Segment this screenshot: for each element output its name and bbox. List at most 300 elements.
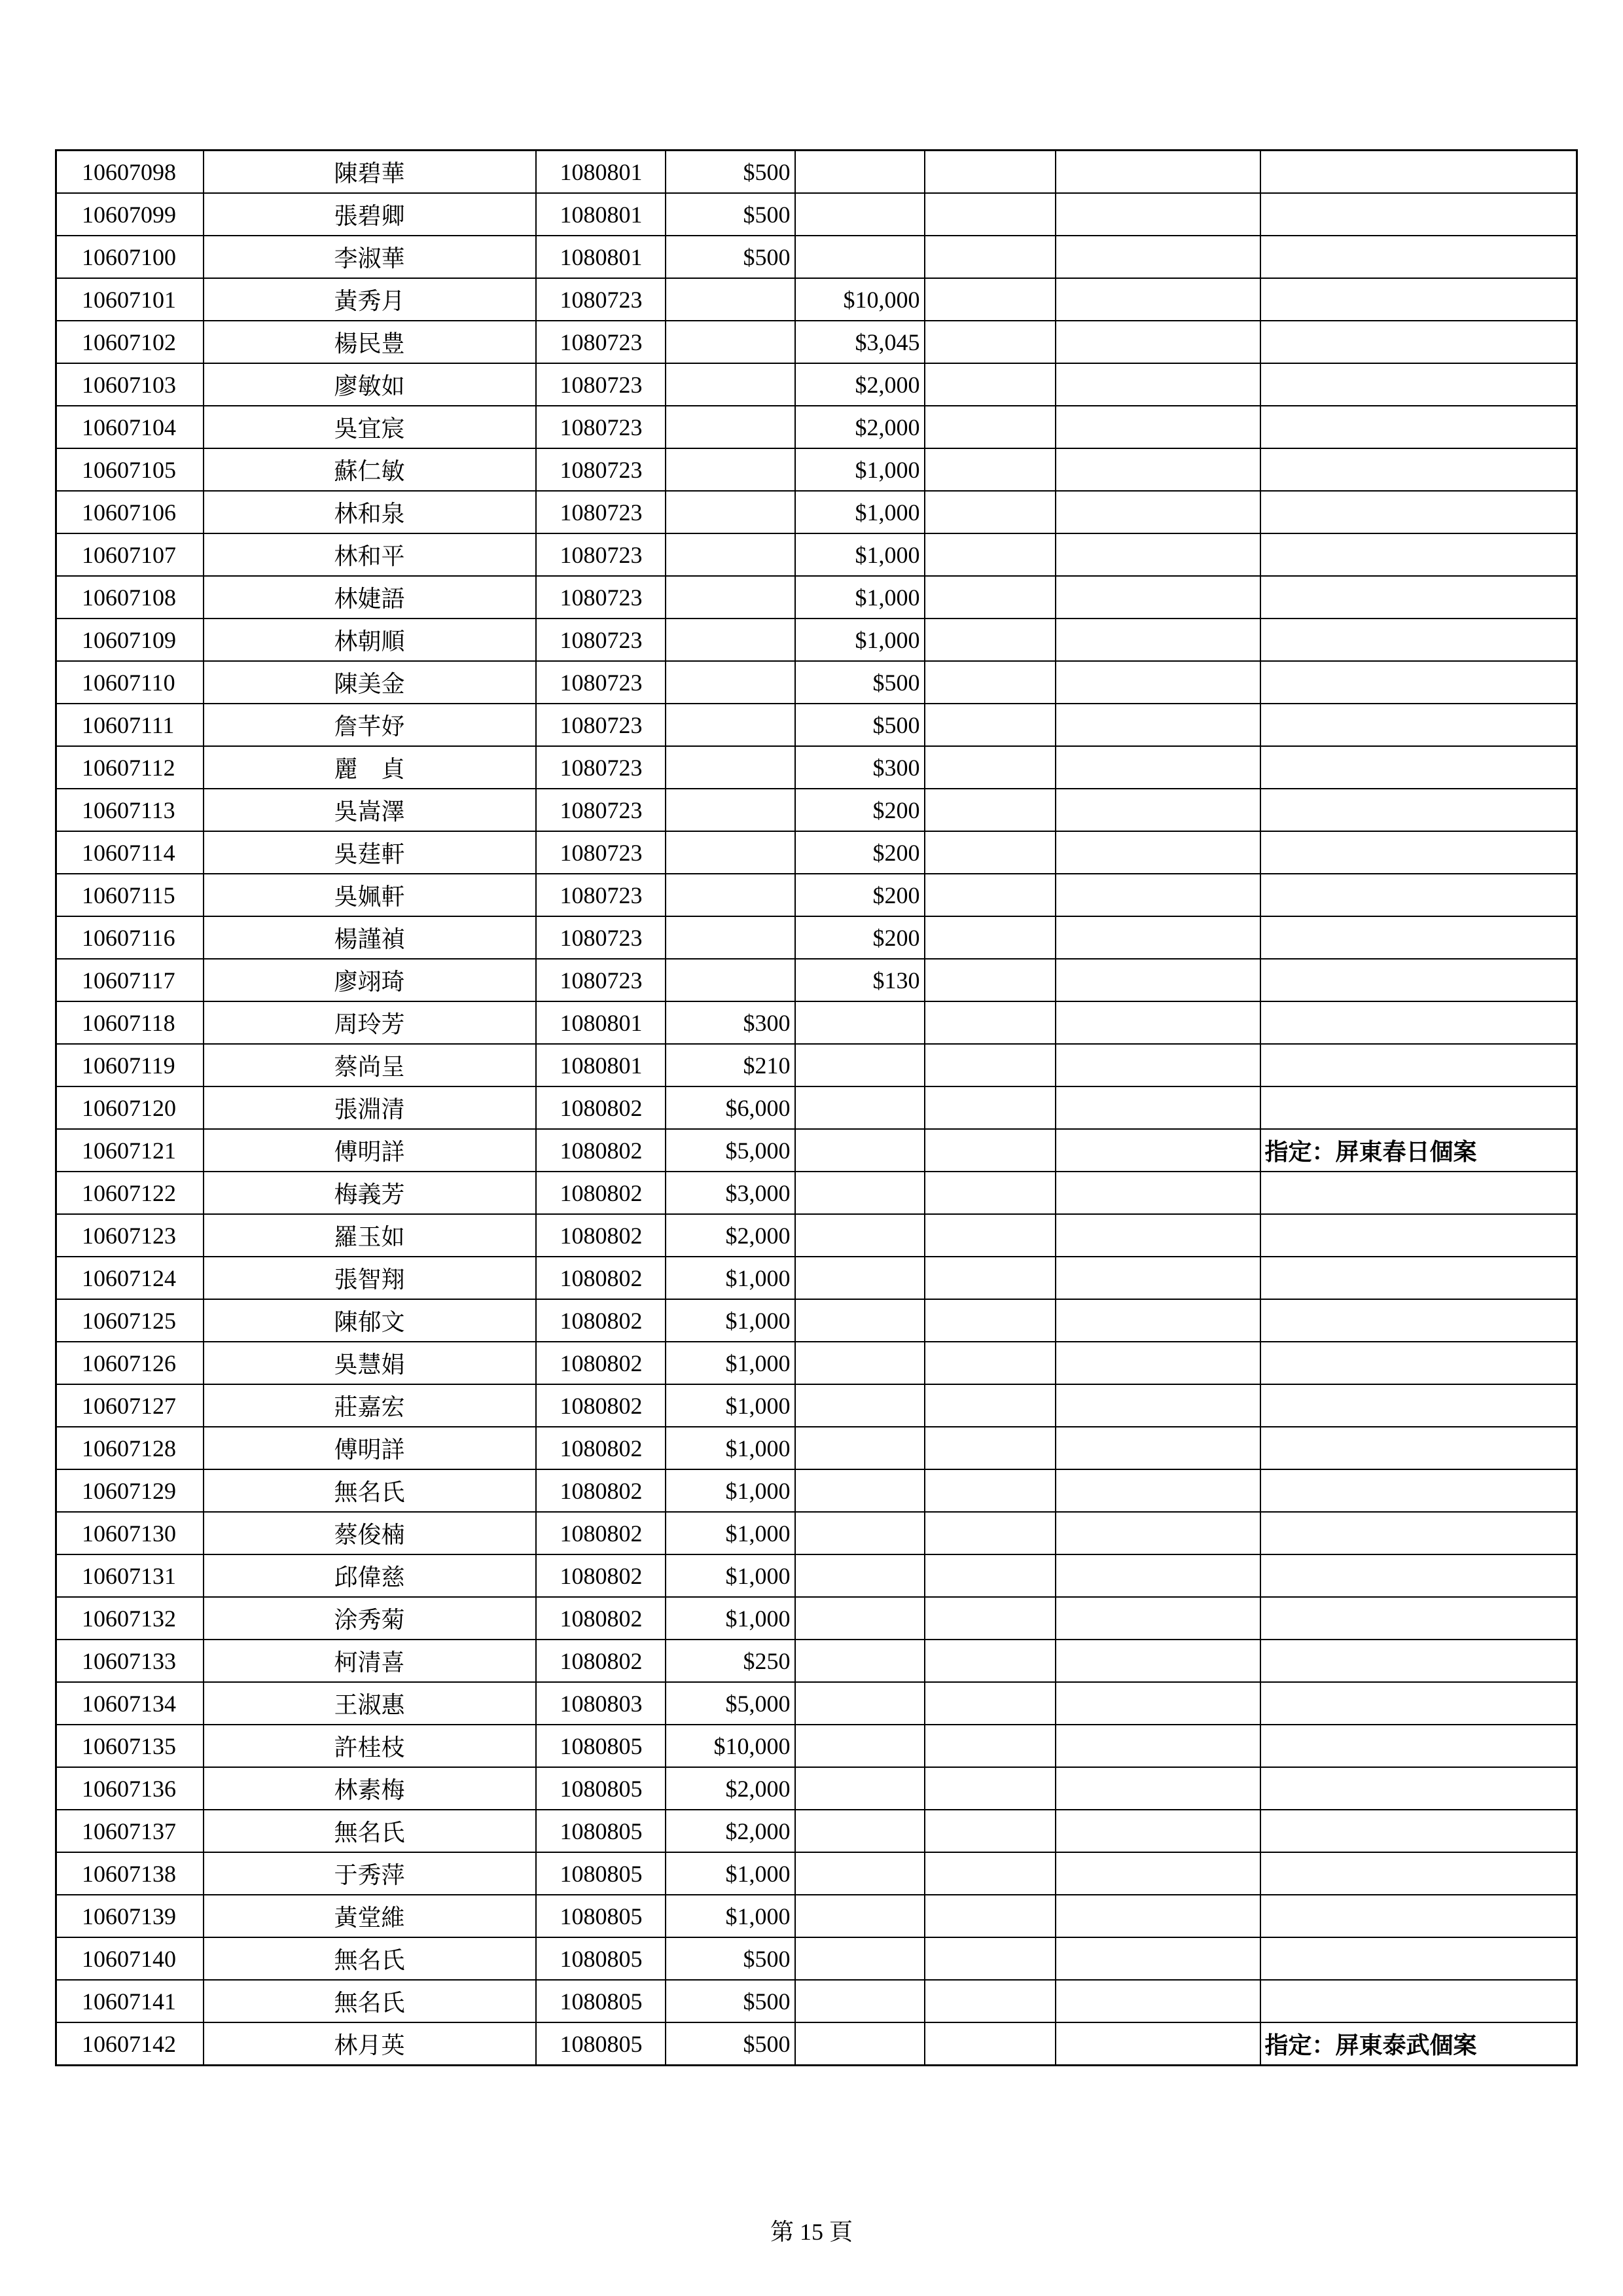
blank-cell [925, 1980, 1056, 2022]
donor-name-cell: 楊謹禎 [204, 916, 536, 959]
blank-cell [925, 619, 1056, 661]
amount-alt-cell [795, 2022, 925, 2066]
amount-cell: $1,000 [666, 1597, 795, 1640]
donor-name-cell: 陳碧華 [204, 151, 536, 194]
table-row [56, 746, 1577, 789]
blank-cell [1056, 1257, 1260, 1299]
blank-cell [925, 1554, 1056, 1597]
receipt-number-cell: 10607108 [56, 576, 204, 619]
blank-cell [925, 831, 1056, 874]
amount-cell [666, 278, 795, 321]
receipt-number-cell: 10607122 [56, 1172, 204, 1214]
receipt-number-cell: 10607138 [56, 1852, 204, 1895]
blank-cell [1056, 1172, 1260, 1214]
amount-alt-cell [795, 1299, 925, 1342]
amount-alt-cell: $1,000 [795, 619, 925, 661]
table-row [56, 1172, 1577, 1214]
blank-cell [1056, 1299, 1260, 1342]
amount-alt-cell [795, 1937, 925, 1980]
amount-alt-cell: $1,000 [795, 491, 925, 533]
amount-alt-cell [795, 1342, 925, 1384]
blank-cell [925, 448, 1056, 491]
amount-alt-cell: $200 [795, 916, 925, 959]
blank-cell [925, 533, 1056, 576]
blank-cell [925, 193, 1056, 236]
table-row [56, 533, 1577, 576]
amount-cell [666, 874, 795, 916]
blank-cell [1056, 278, 1260, 321]
amount-cell: $3,000 [666, 1172, 795, 1214]
blank-cell [1056, 236, 1260, 278]
date-cell: 1080805 [536, 1810, 666, 1852]
table-row [56, 619, 1577, 661]
donor-name-cell: 麗 貞 [204, 746, 536, 789]
blank-cell [925, 1810, 1056, 1852]
date-cell: 1080802 [536, 1342, 666, 1384]
table-row [56, 661, 1577, 704]
receipt-number-cell: 10607116 [56, 916, 204, 959]
date-cell: 1080802 [536, 1086, 666, 1129]
blank-cell [1056, 1852, 1260, 1895]
date-cell: 1080802 [536, 1469, 666, 1512]
date-cell: 1080723 [536, 661, 666, 704]
blank-cell [1056, 1640, 1260, 1682]
donor-name-cell: 無名氏 [204, 1810, 536, 1852]
blank-cell [925, 1384, 1056, 1427]
blank-cell [925, 491, 1056, 533]
note-cell [1260, 1725, 1577, 1767]
table-row [56, 1597, 1577, 1640]
blank-cell [1056, 1129, 1260, 1172]
amount-alt-cell: $300 [795, 746, 925, 789]
donor-name-cell: 林月英 [204, 2022, 536, 2066]
date-cell: 1080723 [536, 704, 666, 746]
page-number: 第 15 頁 [770, 2219, 853, 2245]
date-cell: 1080723 [536, 448, 666, 491]
blank-cell [1056, 406, 1260, 448]
date-cell: 1080805 [536, 1725, 666, 1767]
receipt-number-cell: 10607118 [56, 1001, 204, 1044]
amount-cell: $300 [666, 1001, 795, 1044]
blank-cell [1056, 619, 1260, 661]
date-cell: 1080802 [536, 1172, 666, 1214]
donor-name-cell: 李淑華 [204, 236, 536, 278]
blank-cell [925, 1895, 1056, 1937]
donor-name-cell: 于秀萍 [204, 1852, 536, 1895]
amount-alt-cell [795, 1895, 925, 1937]
receipt-number-cell: 10607099 [56, 193, 204, 236]
blank-cell [1056, 661, 1260, 704]
amount-alt-cell [795, 1086, 925, 1129]
amount-cell [666, 363, 795, 406]
donor-name-cell: 梅義芳 [204, 1172, 536, 1214]
blank-cell [925, 321, 1056, 363]
date-cell: 1080802 [536, 1554, 666, 1597]
blank-cell [1056, 491, 1260, 533]
amount-alt-cell [795, 1852, 925, 1895]
blank-cell [1056, 533, 1260, 576]
blank-cell [925, 406, 1056, 448]
donor-name-cell: 王淑惠 [204, 1682, 536, 1725]
note-cell [1260, 1597, 1577, 1640]
note-cell [1260, 193, 1577, 236]
receipt-number-cell: 10607121 [56, 1129, 204, 1172]
amount-cell [666, 746, 795, 789]
ledger-body [56, 151, 1577, 2066]
receipt-number-cell: 10607117 [56, 959, 204, 1001]
blank-cell [925, 874, 1056, 916]
amount-cell [666, 831, 795, 874]
amount-cell [666, 448, 795, 491]
receipt-number-cell: 10607119 [56, 1044, 204, 1086]
donor-name-cell: 黃堂維 [204, 1895, 536, 1937]
blank-cell [1056, 2022, 1260, 2066]
receipt-number-cell: 10607129 [56, 1469, 204, 1512]
donor-name-cell: 黃秀月 [204, 278, 536, 321]
amount-alt-cell: $200 [795, 831, 925, 874]
table-row [56, 874, 1577, 916]
amount-cell: $500 [666, 151, 795, 194]
date-cell: 1080802 [536, 1427, 666, 1469]
donor-name-cell: 詹芊妤 [204, 704, 536, 746]
date-cell: 1080802 [536, 1129, 666, 1172]
amount-cell [666, 916, 795, 959]
receipt-number-cell: 10607126 [56, 1342, 204, 1384]
donor-name-cell: 周玲芳 [204, 1001, 536, 1044]
date-cell: 1080802 [536, 1640, 666, 1682]
amount-alt-cell [795, 1725, 925, 1767]
date-cell: 1080805 [536, 1767, 666, 1810]
note-cell [1260, 1554, 1577, 1597]
note-cell [1260, 1852, 1577, 1895]
blank-cell [925, 1342, 1056, 1384]
amount-cell: $500 [666, 1937, 795, 1980]
receipt-number-cell: 10607102 [56, 321, 204, 363]
amount-cell [666, 661, 795, 704]
table-row [56, 1384, 1577, 1427]
receipt-number-cell: 10607120 [56, 1086, 204, 1129]
donor-name-cell: 楊民豊 [204, 321, 536, 363]
note-cell [1260, 278, 1577, 321]
blank-cell [925, 1044, 1056, 1086]
blank-cell [925, 1214, 1056, 1257]
donor-name-cell: 傅明詳 [204, 1129, 536, 1172]
amount-cell: $1,000 [666, 1427, 795, 1469]
blank-cell [1056, 1937, 1260, 1980]
donor-name-cell: 吳宜宸 [204, 406, 536, 448]
table-row [56, 1427, 1577, 1469]
note-cell [1260, 1257, 1577, 1299]
table-row [56, 1044, 1577, 1086]
note-cell [1260, 619, 1577, 661]
amount-alt-cell [795, 1129, 925, 1172]
blank-cell [1056, 1214, 1260, 1257]
amount-alt-cell: $500 [795, 661, 925, 704]
blank-cell [1056, 1725, 1260, 1767]
amount-alt-cell [795, 1767, 925, 1810]
note-cell [1260, 704, 1577, 746]
receipt-number-cell: 10607134 [56, 1682, 204, 1725]
amount-cell: $500 [666, 236, 795, 278]
note-cell [1260, 1937, 1577, 1980]
receipt-number-cell: 10607098 [56, 151, 204, 194]
amount-alt-cell [795, 151, 925, 194]
blank-cell [925, 1172, 1056, 1214]
blank-cell [925, 278, 1056, 321]
table-row [56, 278, 1577, 321]
note-cell [1260, 916, 1577, 959]
amount-cell [666, 789, 795, 831]
blank-cell [1056, 959, 1260, 1001]
amount-alt-cell: $2,000 [795, 363, 925, 406]
amount-alt-cell [795, 1214, 925, 1257]
date-cell: 1080802 [536, 1257, 666, 1299]
blank-cell [925, 2022, 1056, 2066]
blank-cell [1056, 363, 1260, 406]
donor-name-cell: 張智翔 [204, 1257, 536, 1299]
note-cell [1260, 491, 1577, 533]
amount-cell: $500 [666, 2022, 795, 2066]
blank-cell [925, 1129, 1056, 1172]
date-cell: 1080723 [536, 321, 666, 363]
table-row [56, 1640, 1577, 1682]
receipt-number-cell: 10607109 [56, 619, 204, 661]
date-cell: 1080723 [536, 406, 666, 448]
amount-cell: $1,000 [666, 1554, 795, 1597]
blank-cell [1056, 151, 1260, 194]
note-cell [1260, 321, 1577, 363]
table-row [56, 406, 1577, 448]
amount-alt-cell [795, 1001, 925, 1044]
note-cell: 指定：屏東泰武個案 [1260, 2022, 1577, 2066]
blank-cell [925, 1725, 1056, 1767]
date-cell: 1080723 [536, 491, 666, 533]
receipt-number-cell: 10607130 [56, 1512, 204, 1554]
note-cell [1260, 831, 1577, 874]
receipt-number-cell: 10607127 [56, 1384, 204, 1427]
amount-alt-cell [795, 1044, 925, 1086]
blank-cell [925, 746, 1056, 789]
blank-cell [1056, 321, 1260, 363]
donor-name-cell: 吳慧娟 [204, 1342, 536, 1384]
blank-cell [925, 661, 1056, 704]
receipt-number-cell: 10607141 [56, 1980, 204, 2022]
amount-alt-cell: $1,000 [795, 448, 925, 491]
table-row [56, 1086, 1577, 1129]
note-cell [1260, 151, 1577, 194]
date-cell: 1080723 [536, 874, 666, 916]
donor-name-cell: 傅明詳 [204, 1427, 536, 1469]
amount-cell: $1,000 [666, 1852, 795, 1895]
table-row [56, 1852, 1577, 1895]
donor-name-cell: 陳美金 [204, 661, 536, 704]
donor-name-cell: 吳嵩澤 [204, 789, 536, 831]
amount-alt-cell: $130 [795, 959, 925, 1001]
amount-cell: $2,000 [666, 1810, 795, 1852]
note-cell [1260, 576, 1577, 619]
note-cell [1260, 1980, 1577, 2022]
blank-cell [925, 1682, 1056, 1725]
amount-alt-cell: $1,000 [795, 533, 925, 576]
amount-cell: $1,000 [666, 1469, 795, 1512]
amount-alt-cell [795, 1682, 925, 1725]
receipt-number-cell: 10607105 [56, 448, 204, 491]
table-row [56, 1767, 1577, 1810]
amount-cell [666, 704, 795, 746]
note-cell [1260, 1512, 1577, 1554]
date-cell: 1080805 [536, 2022, 666, 2066]
date-cell: 1080805 [536, 1980, 666, 2022]
date-cell: 1080801 [536, 1044, 666, 1086]
table-row [56, 2022, 1577, 2066]
note-cell [1260, 1682, 1577, 1725]
table-row [56, 704, 1577, 746]
blank-cell [1056, 1001, 1260, 1044]
amount-cell: $1,000 [666, 1512, 795, 1554]
donor-name-cell: 張淵清 [204, 1086, 536, 1129]
blank-cell [1056, 448, 1260, 491]
amount-cell: $1,000 [666, 1384, 795, 1427]
date-cell: 1080805 [536, 1852, 666, 1895]
table-row [56, 1980, 1577, 2022]
blank-cell [1056, 1554, 1260, 1597]
table-row [56, 789, 1577, 831]
blank-cell [1056, 1384, 1260, 1427]
table-row [56, 916, 1577, 959]
donor-name-cell: 廖翊琦 [204, 959, 536, 1001]
donor-name-cell: 林和平 [204, 533, 536, 576]
amount-cell [666, 406, 795, 448]
note-cell [1260, 1384, 1577, 1427]
blank-cell [1056, 1342, 1260, 1384]
donor-name-cell: 林和泉 [204, 491, 536, 533]
amount-cell: $6,000 [666, 1086, 795, 1129]
receipt-number-cell: 10607113 [56, 789, 204, 831]
donor-name-cell: 柯清喜 [204, 1640, 536, 1682]
date-cell: 1080723 [536, 576, 666, 619]
amount-alt-cell: $200 [795, 789, 925, 831]
amount-alt-cell [795, 1257, 925, 1299]
note-cell [1260, 1086, 1577, 1129]
table-row [56, 151, 1577, 194]
receipt-number-cell: 10607106 [56, 491, 204, 533]
amount-cell: $1,000 [666, 1895, 795, 1937]
donor-name-cell: 莊嘉宏 [204, 1384, 536, 1427]
blank-cell [925, 236, 1056, 278]
note-cell [1260, 1299, 1577, 1342]
blank-cell [925, 959, 1056, 1001]
date-cell: 1080802 [536, 1299, 666, 1342]
blank-cell [925, 1299, 1056, 1342]
note-cell [1260, 661, 1577, 704]
table-row [56, 1214, 1577, 1257]
receipt-number-cell: 10607101 [56, 278, 204, 321]
date-cell: 1080723 [536, 789, 666, 831]
amount-alt-cell [795, 1172, 925, 1214]
receipt-number-cell: 10607115 [56, 874, 204, 916]
receipt-number-cell: 10607142 [56, 2022, 204, 2066]
note-cell [1260, 363, 1577, 406]
receipt-number-cell: 10607137 [56, 1810, 204, 1852]
date-cell: 1080723 [536, 619, 666, 661]
donor-name-cell: 吳姵軒 [204, 874, 536, 916]
note-cell [1260, 1895, 1577, 1937]
table-row [56, 491, 1577, 533]
note-cell [1260, 1044, 1577, 1086]
table-row [56, 576, 1577, 619]
blank-cell [1056, 789, 1260, 831]
blank-cell [1056, 746, 1260, 789]
donation-ledger-table [55, 149, 1578, 2066]
amount-cell [666, 491, 795, 533]
blank-cell [925, 1469, 1056, 1512]
note-cell [1260, 1469, 1577, 1512]
receipt-number-cell: 10607133 [56, 1640, 204, 1682]
blank-cell [925, 1001, 1056, 1044]
table-row [56, 1469, 1577, 1512]
receipt-number-cell: 10607114 [56, 831, 204, 874]
amount-alt-cell [795, 193, 925, 236]
date-cell: 1080723 [536, 959, 666, 1001]
amount-alt-cell: $10,000 [795, 278, 925, 321]
amount-cell: $2,000 [666, 1767, 795, 1810]
receipt-number-cell: 10607103 [56, 363, 204, 406]
date-cell: 1080801 [536, 236, 666, 278]
table-row [56, 831, 1577, 874]
amount-alt-cell: $3,045 [795, 321, 925, 363]
amount-alt-cell [795, 1384, 925, 1427]
note-cell [1260, 1640, 1577, 1682]
receipt-number-cell: 10607111 [56, 704, 204, 746]
amount-alt-cell [795, 1512, 925, 1554]
receipt-number-cell: 10607112 [56, 746, 204, 789]
receipt-number-cell: 10607140 [56, 1937, 204, 1980]
date-cell: 1080802 [536, 1214, 666, 1257]
receipt-number-cell: 10607128 [56, 1427, 204, 1469]
donor-name-cell: 無名氏 [204, 1469, 536, 1512]
blank-cell [925, 1512, 1056, 1554]
amount-alt-cell [795, 1980, 925, 2022]
table-row [56, 1342, 1577, 1384]
donor-name-cell: 羅玉如 [204, 1214, 536, 1257]
note-cell [1260, 1342, 1577, 1384]
note-cell [1260, 959, 1577, 1001]
amount-cell [666, 321, 795, 363]
amount-cell [666, 533, 795, 576]
date-cell: 1080802 [536, 1384, 666, 1427]
amount-cell: $500 [666, 1980, 795, 2022]
date-cell: 1080723 [536, 278, 666, 321]
donor-name-cell: 涂秀菊 [204, 1597, 536, 1640]
donor-name-cell: 蘇仁敏 [204, 448, 536, 491]
table-row [56, 1682, 1577, 1725]
table-row [56, 193, 1577, 236]
table-row [56, 1299, 1577, 1342]
receipt-number-cell: 10607100 [56, 236, 204, 278]
receipt-number-cell: 10607125 [56, 1299, 204, 1342]
blank-cell [1056, 193, 1260, 236]
receipt-number-cell: 10607136 [56, 1767, 204, 1810]
donor-name-cell: 無名氏 [204, 1980, 536, 2022]
blank-cell [1056, 916, 1260, 959]
note-cell [1260, 746, 1577, 789]
amount-alt-cell [795, 236, 925, 278]
note-cell [1260, 874, 1577, 916]
blank-cell [1056, 1682, 1260, 1725]
amount-alt-cell: $1,000 [795, 576, 925, 619]
table-row [56, 1129, 1577, 1172]
table-row [56, 1554, 1577, 1597]
